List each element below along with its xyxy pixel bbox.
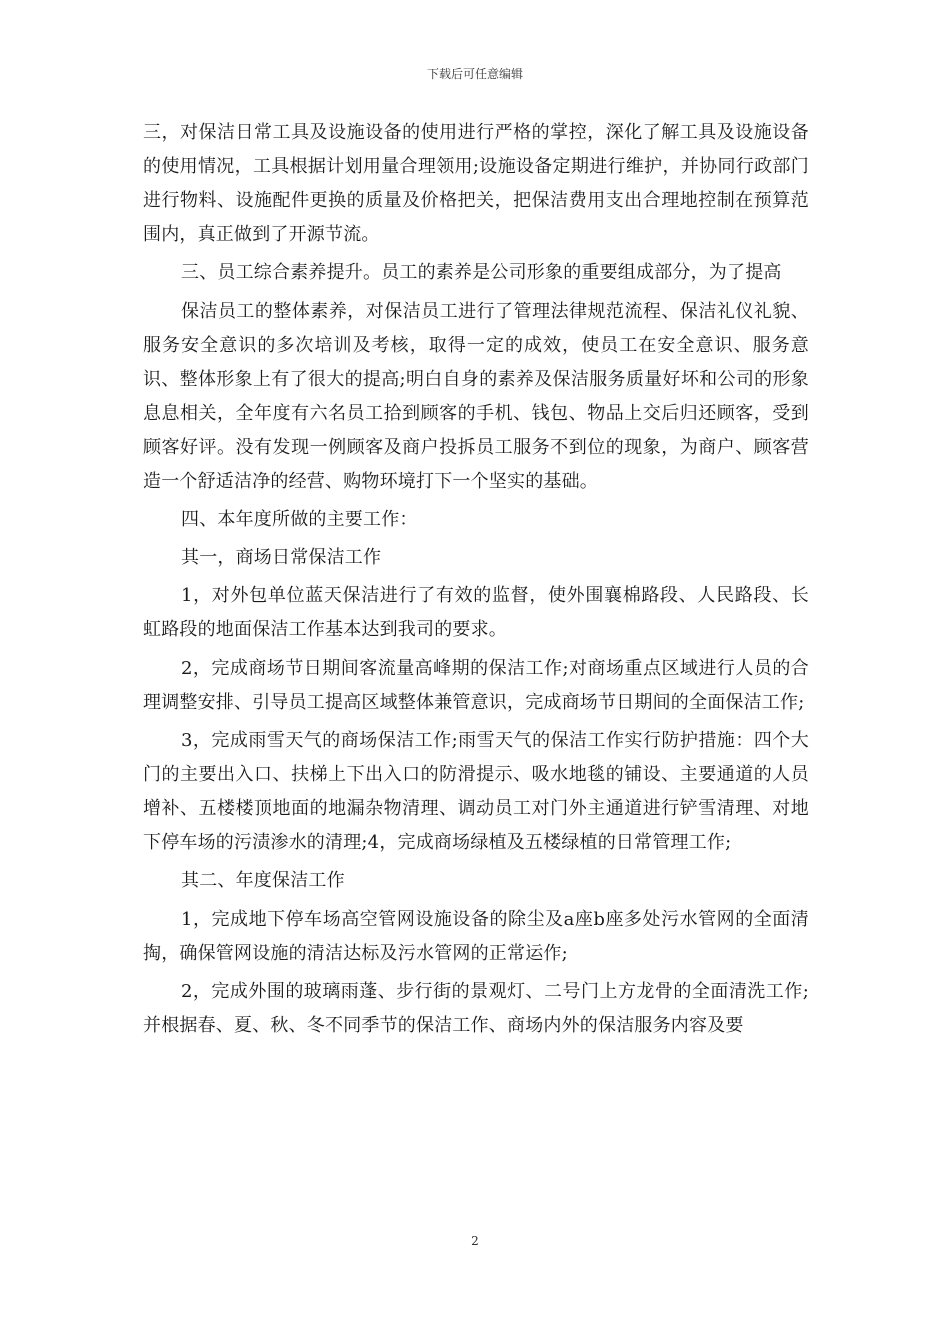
document-body bbox=[143, 116, 809, 1047]
paragraph-item-3-weather: 3，完成雨雪天气的商场保洁工作;雨雪天气的保洁工作实行防护措施：四个大门的主要出入口、扶梯上下出入口的防滑提示、吸水地毯的铺设、主要通道的人员增补、五楼楼顶地面的地漏杂物清理、调动员工对门外主通道进行铲雪清理、对地下停车场的污渍渗水的清理;4，完成商场绿植及五楼绿植的日常管理工作; bbox=[143, 730, 809, 854]
paragraph-staff-quality: 保洁员工的整体素养，对保洁员工进行了管理法律规范流程、保洁礼仪礼貌、服务安全意识的多次培训及考核，取得一定的成效，使员工在安全意识、服务意识、整体形象上有了很大的提高;明白自身的素养及保洁服务质量好坏和公司的形象息息相关，全年度有六名员工拾到顾客的手机、钱包、物品上交后归还顾客，受到顾客好评。没有发现一例顾客及商户投拆员工服务不到位的现象，为商户、顾客营造一个舒适洁净的经营、购物环境打下一个坚实的基础。 bbox=[143, 300, 809, 492]
paragraph-annual-item-2: 2，完成外围的玻璃雨蓬、步行街的景观灯、二号门上方龙骨的全面清洗工作;并根据春、夏、秋、冬不同季节的保洁工作、商场内外的保洁服务内容及要 bbox=[143, 980, 809, 1036]
paragraph-daily-cleaning-heading: 其一，商场日常保洁工作 bbox=[181, 547, 382, 569]
paragraph-tool-control: 三，对保洁日常工具及设施设备的使用进行严格的掌控，深化了解工具及设施设备的使用情况，工具根据计划用量合理领用;设施设备定期进行维护，并协同行政部门进行物料、设施配件更换的质量及价格把关，把保洁费用支出合理地控制在预算范围内，真正做到了开源节流。 bbox=[143, 122, 809, 245]
page-header: 下载后可任意编辑 bbox=[426, 67, 523, 81]
paragraph-annual-item-1: 1，完成地下停车场高空管网设施设备的除尘及a座b座多处污水管网的全面清掏，确保管网设施的清洁达标及污水管网的正常运作; bbox=[143, 908, 809, 964]
paragraph-item-1-outsourcing: 1，对外包单位蓝天保洁进行了有效的监督，使外围襄棉路段、人民路段、长虹路段的地面保洁工作基本达到我司的要求。 bbox=[143, 585, 809, 641]
paragraph-annual-cleaning-heading: 其二、年度保洁工作 bbox=[181, 870, 345, 892]
page-number: 2 bbox=[471, 1234, 479, 1248]
paragraph-item-2-holiday: 2，完成商场节日期间客流量高峰期的保洁工作;对商场重点区域进行人员的合理调整安排、引导员工提高区域整体兼管意识，完成商场节日期间的全面保洁工作; bbox=[143, 657, 809, 713]
paragraph-section-four-heading: 四、本年度所做的主要工作： bbox=[181, 508, 418, 530]
paragraph-section-three-heading: 三、员工综合素养提升。员工的素养是公司形象的重要组成部分，为了提高 bbox=[181, 262, 782, 284]
